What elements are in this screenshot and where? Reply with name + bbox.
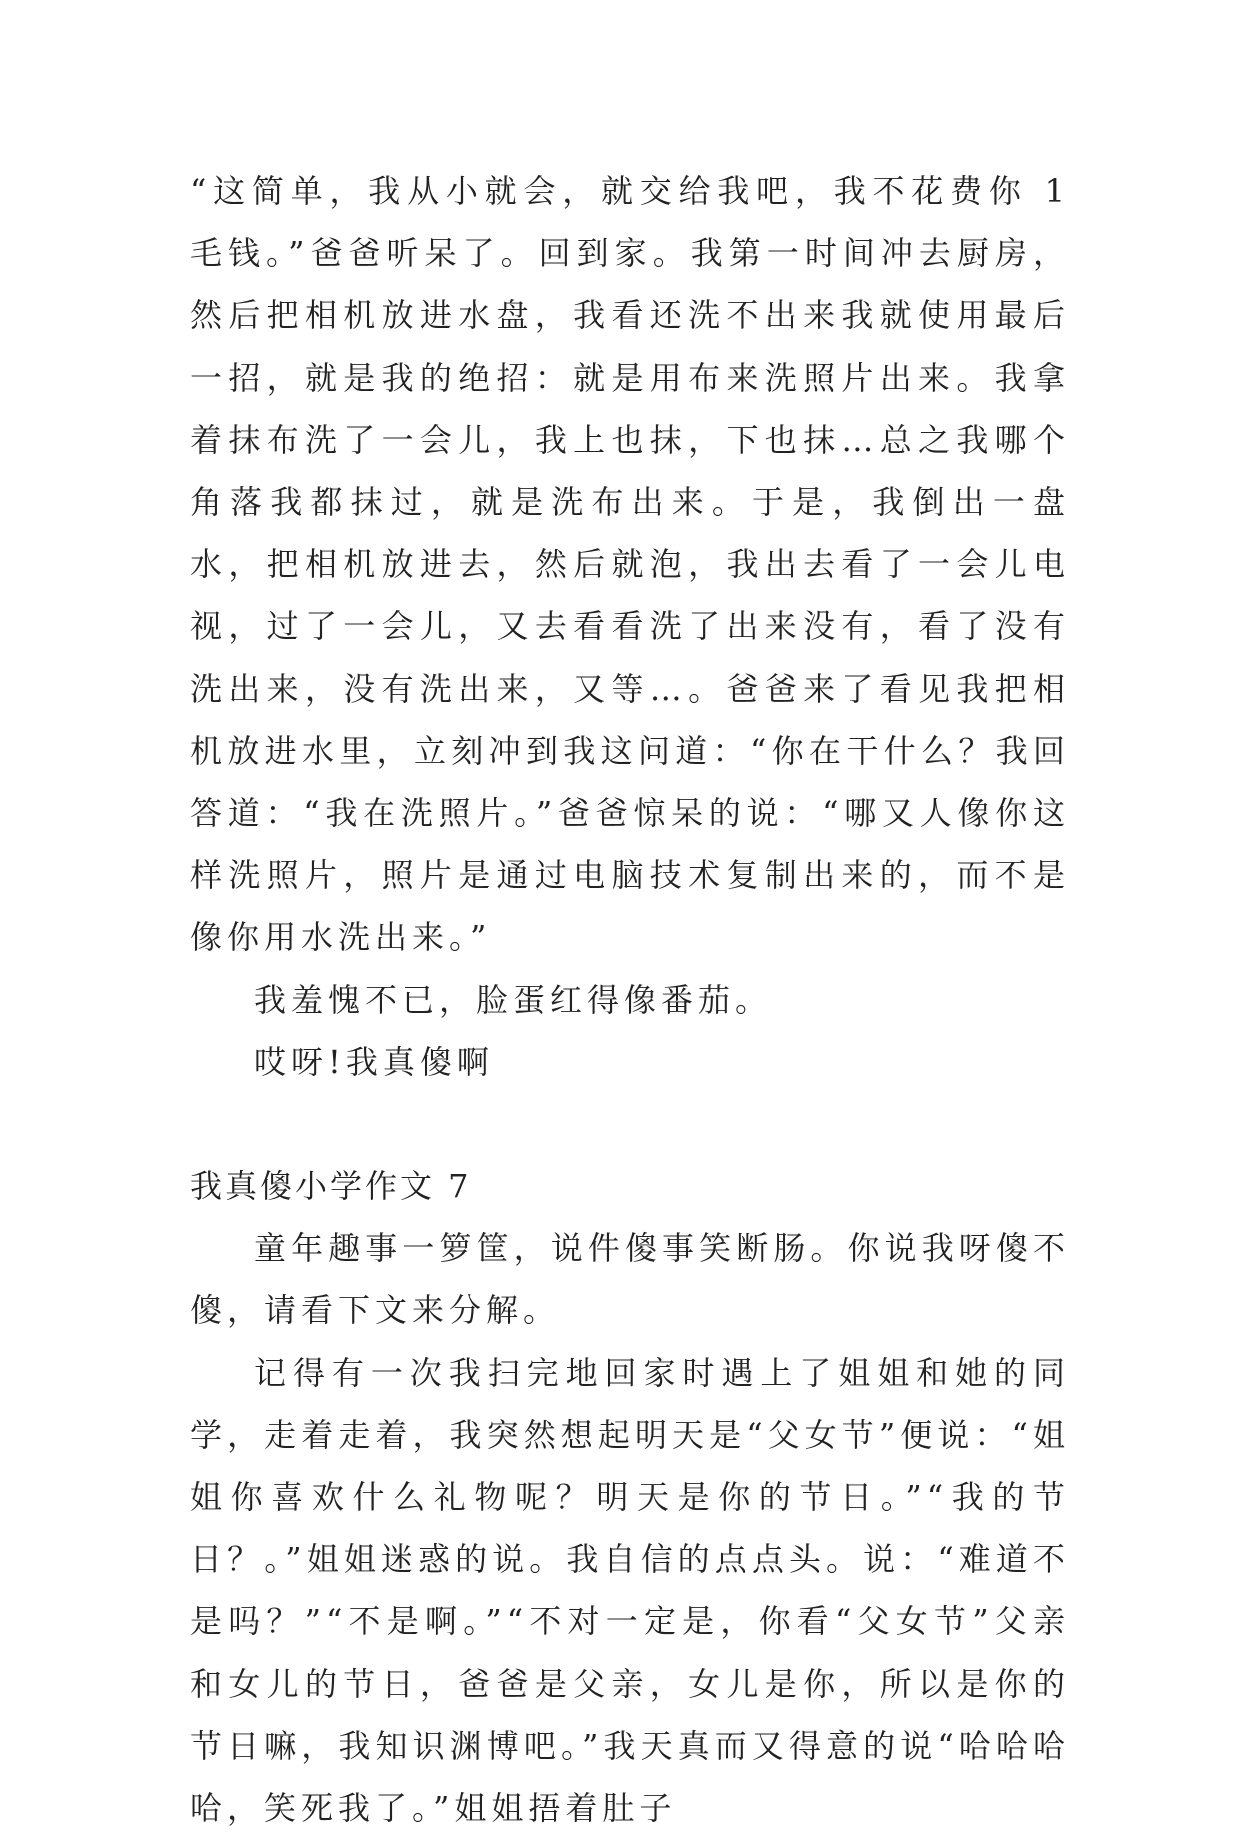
section-heading: 我真傻小学作文 7 xyxy=(190,1167,472,1206)
paragraph-fathers-day: 记得有一次我扫完地回家时遇上了姐姐和她的同学，走着走着，我突然想起明天是“父女节”便说：“姐姐你喜欢什么礼物呢？明天是你的节日。”“我的节日？。”姐姐迷惑的说。我自信的点点头。说：“难道不是吗？”“不是啊。”“不对一定是，你看“父女节”父亲和女儿的节日，爸爸是父亲，女儿是你，所以是你的节日嘛，我知识渊博吧。”我天真而又得意的说“哈哈哈哈，笑死我了。”姐姐捂着肚子 xyxy=(190,1353,1070,1828)
paragraph-photo-story: “这简单，我从小就会，就交给我吧，我不花费你 1 毛钱。”爸爸听呆了。回到家。我第一时间冲去厨房，然后把相机放进水盘，我看还洗不出来我就使用最后一招，就是我的绝招：就是用布来洗照片出来。我拿着抹布洗了一会儿，我上也抹，下也抹…总之我哪个角落我都抹过，就是洗布出来。于是，我倒出一盘水，把相机放进去，然后就泡，我出去看了一会儿电视，过了一会儿，又去看看洗了出来没有，看了没有洗出来，没有洗出来，又等…。爸爸来了看见我把相机放进水里，立刻冲到我这问道：“你在干什么？我回答道：“我在洗照片。”爸爸惊呆的说：“哪又人像你这样洗照片，照片是通过电脑技术复制出来的，而不是像你用水洗出来。” xyxy=(190,172,1070,957)
paragraph-ashamed: 我羞愧不已，脸蛋红得像番茄。 xyxy=(254,980,773,1019)
paragraph-exclamation: 哎呀!我真傻啊 xyxy=(254,1042,494,1081)
section-spacer xyxy=(190,1093,1070,1155)
paragraph-intro: 童年趣事一箩筐，说件傻事笑断肠。你说我呀傻不傻，请看下文来分解。 xyxy=(190,1229,1070,1330)
document-body xyxy=(190,160,1070,1839)
